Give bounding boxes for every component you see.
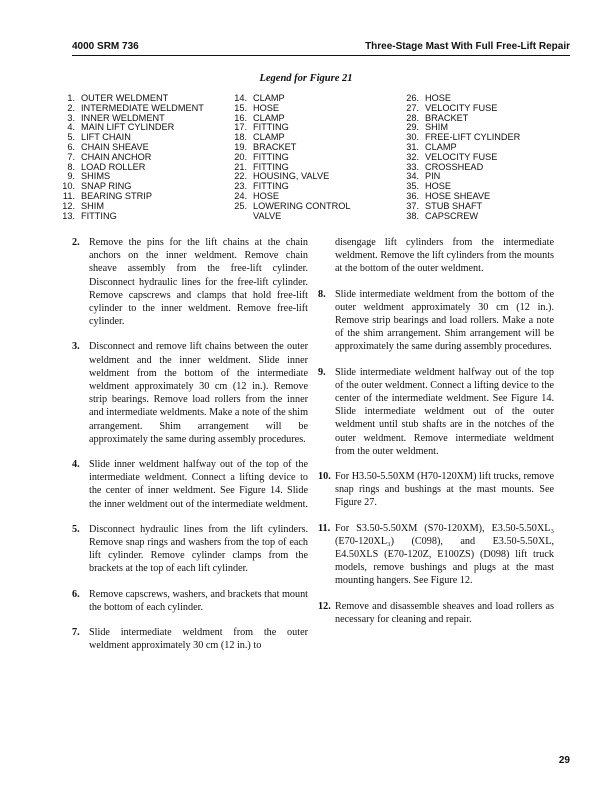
step-text: Remove capscrews, washers, and brackets that mount the bottom of each cylinder.	[89, 588, 308, 613]
step-number: 7.	[72, 627, 80, 639]
legend-item-number: 37.	[406, 200, 419, 211]
legend-item	[230, 143, 351, 153]
legend-item-number: 29.	[406, 122, 419, 133]
procedure-step	[72, 236, 308, 328]
legend-item	[58, 202, 204, 212]
legend-item-number: 6.	[67, 141, 75, 152]
legend-item-label: LOWERING CONTROL VALVE	[253, 200, 351, 221]
legend-item-label: CLAMP	[425, 141, 457, 152]
legend-item-number: 27.	[406, 102, 419, 113]
legend-item-number: 31.	[406, 141, 419, 152]
header-doc-id: 4000 SRM 736	[72, 41, 139, 52]
legend-item-number: 10.	[62, 181, 75, 192]
text-column-left	[72, 236, 308, 664]
legend-item	[230, 172, 351, 182]
legend-item-label: FITTING	[253, 161, 289, 172]
procedure-step	[72, 588, 308, 614]
legend-item	[230, 104, 351, 114]
legend-item	[58, 192, 204, 202]
legend-item-number: 1.	[67, 93, 75, 103]
legend-item-label: SHIMS	[81, 171, 111, 182]
legend-item-label: INNER WELDMENT	[81, 112, 165, 123]
legend-item-label: BRACKET	[253, 141, 297, 152]
step-7-continuation: disengage lift cylinders from the intermediate weldment. Remove the lift cylinders from the mounts at the bottom of the outer weldment.	[335, 237, 554, 275]
legend-item-number: 18.	[234, 132, 247, 143]
procedure-step	[318, 366, 554, 458]
legend-item-label: SNAP RING	[81, 181, 132, 192]
legend-item-label: HOSE	[253, 190, 280, 201]
legend-item-number: 36.	[406, 190, 419, 201]
text-column-right	[318, 236, 554, 638]
page-number: 29	[558, 755, 570, 766]
legend-item-label: VELOCITY FUSE	[425, 151, 498, 162]
step-number: 8.	[318, 288, 326, 300]
legend-item-label: HOSE SHEAVE	[425, 190, 491, 201]
procedure-step	[318, 522, 554, 588]
legend-item-number: 12.	[62, 200, 75, 211]
procedure-step	[318, 470, 554, 510]
step-text: Remove and disassemble sheaves and load rollers as necessary for cleaning and repair.	[335, 600, 554, 625]
legend-item	[230, 94, 351, 104]
legend-item-label: SHIM	[81, 200, 104, 211]
step-number: 3.	[72, 341, 80, 353]
procedure-step	[72, 458, 308, 511]
legend-item	[402, 114, 520, 124]
legend-item-label: FITTING	[81, 210, 117, 221]
legend-item-label: CAPSCREW	[425, 210, 479, 221]
legend-item-label: HOUSING, VALVE	[253, 171, 330, 182]
header-section-title: Three-Stage Mast With Full Free-Lift Repair	[365, 41, 570, 52]
step-text: Disconnect and remove lift chains between the outer weldment and the inner weldment. Slide inner weldment from the bottom of the intermediate weldment approximately 30 cm (12 in.). Remove strip bearings. Remove load rollers from the inner and intermediate weldments. Make a note of the shim arrangement. Shim arrangement will be approximately the same during assembly procedures.	[89, 341, 308, 445]
legend-item-label: CLAMP	[253, 93, 285, 103]
legend-item-number: 13.	[62, 210, 75, 221]
legend-title: Legend for Figure 21	[259, 73, 353, 84]
step-number: 12.	[318, 600, 331, 612]
step-text: Disconnect hydraulic lines from the lift cylinders. Remove snap rings and washers from the top of each lift cylinder. Remove cylinder clamps from the brackets at the top of each lift cylinder.	[89, 523, 308, 575]
legend-item	[402, 212, 520, 222]
legend-item-label: VELOCITY FUSE	[425, 102, 498, 113]
step-number: 5.	[72, 523, 80, 535]
procedure-step	[318, 600, 554, 626]
legend-item-label: HOSE	[253, 102, 280, 113]
legend-item-number: 28.	[406, 112, 419, 123]
legend-item	[402, 163, 520, 173]
step-text: Slide intermediate weldment from the bottom of the outer weldment approximately 30 cm (12 in.). Remove strip bearings and load rollers. Make a note of the shim arrangement. Shim arrangement will be approximately the same during assembly procedures.	[335, 288, 554, 353]
procedure-step	[72, 340, 308, 446]
legend-item-label: LOAD ROLLER	[81, 161, 146, 172]
legend-item-number: 16.	[234, 112, 247, 123]
step-text: Remove the pins for the lift chains at the chain anchors on the inner weldment. Remove chain sheave assembly from the free-lift cylinder. Disconnect hydraulic lines for the free-lift cylinder. Remove capscrews and clamps that hold free-lift cylinder to the inner weldment. Remove free-lift cylinder.	[89, 237, 308, 328]
header-rule	[72, 55, 570, 56]
legend-item	[230, 202, 351, 222]
step-text: Slide intermediate weldment halfway out of the top of the outer weldment. Connect a lifting device to the center of the intermediate weldment. See Figure 14. Slide intermediate weldment out of the outer weldment until stub shafts are in the notches of the outer weldment. Remove intermediate weldment from the outer weldment.	[335, 366, 554, 457]
step-number: 6.	[72, 588, 80, 600]
step-number: 4.	[72, 459, 80, 471]
legend-item-number: 38.	[406, 210, 419, 221]
legend-item-label: HOSE	[425, 181, 452, 192]
legend-item	[58, 123, 204, 133]
legend-item-label: CHAIN SHEAVE	[81, 141, 149, 152]
legend-item	[402, 172, 520, 182]
step-text: For H3.50-5.50XM (H70-120XM) lift trucks, remove snap rings and bushings at the mast mounts. See Figure 27.	[335, 471, 555, 509]
legend-item-label: PIN	[425, 171, 441, 182]
legend-item-number: 25.	[234, 200, 247, 211]
legend-item-number: 5.	[67, 132, 75, 143]
legend-item-label: CROSSHEAD	[425, 161, 484, 172]
legend-item-number: 7.	[67, 151, 75, 162]
legend-item-label: STUB SHAFT	[425, 200, 483, 211]
legend-item-label: FITTING	[253, 151, 289, 162]
legend-item-label: OUTER WELDMENT	[81, 93, 169, 103]
legend-item-number: 35.	[406, 181, 419, 192]
legend-item-number: 32.	[406, 151, 419, 162]
legend-item-label: LIFT CHAIN	[81, 132, 131, 143]
legend-item-number: 21.	[234, 161, 247, 172]
legend-item-label: HOSE	[425, 93, 452, 103]
legend-column-1	[58, 94, 204, 221]
legend-column-3	[402, 94, 520, 221]
legend-item	[230, 153, 351, 163]
legend-item-number: 22.	[234, 171, 247, 182]
legend-item-number: 20.	[234, 151, 247, 162]
legend-item	[230, 114, 351, 124]
legend-item-number: 30.	[406, 132, 419, 143]
legend-item-number: 17.	[234, 122, 247, 133]
procedure-step	[318, 288, 554, 354]
legend-item-label: SHIM	[425, 122, 448, 133]
legend-item-number: 26.	[406, 93, 419, 103]
legend-item-label: FREE-LIFT CYLINDER	[425, 132, 521, 143]
legend-item-label: FITTING	[253, 122, 289, 133]
legend-item	[402, 133, 520, 143]
legend-item-label: MAIN LIFT CYLINDER	[81, 122, 175, 133]
procedure-step	[72, 523, 308, 576]
legend-column-2	[230, 94, 351, 221]
legend-item-label: BEARING STRIP	[81, 190, 152, 201]
step-text: Slide intermediate weldment from the outer weldment approximately 30 cm (12 in.) to	[89, 627, 308, 652]
legend-item-number: 19.	[234, 141, 247, 152]
legend-item-number: 2.	[67, 102, 75, 113]
legend-item-label: CHAIN ANCHOR	[81, 151, 152, 162]
legend-item-number: 9.	[67, 171, 75, 182]
legend-item-number: 23.	[234, 181, 247, 192]
legend-item-number: 4.	[67, 122, 75, 133]
step-number: 9.	[318, 366, 326, 378]
legend-item	[58, 212, 204, 222]
legend-item-number: 11.	[62, 190, 75, 201]
legend-item-label: INTERMEDIATE WELDMENT	[81, 102, 204, 113]
legend-item	[58, 163, 204, 173]
legend-item-label: FITTING	[253, 181, 289, 192]
legend-item-number: 8.	[67, 161, 75, 172]
legend-item	[230, 123, 351, 133]
legend-item-label: BRACKET	[425, 112, 469, 123]
procedure-step	[72, 626, 308, 652]
legend-item	[230, 182, 351, 192]
legend-item-number: 15.	[234, 102, 247, 113]
legend-item-number: 33.	[406, 161, 419, 172]
legend-item-label: CLAMP	[253, 112, 285, 123]
step-number: 10.	[318, 471, 331, 483]
step-text: For S3.50-5.50XM (S70-120XM), E3.50-5.50XL₃ (E70-120XL₃) (C098), and E3.50-5.50XL, E4.50XLS (E70-120Z, E100ZS) (D098) lift truck models, remove bushings and plugs at the mast mounting hangers. See Figure 12.	[335, 522, 554, 587]
step-number: 11.	[318, 522, 331, 534]
legend-item-number: 14.	[234, 93, 247, 103]
legend-item-number: 34.	[406, 171, 419, 182]
legend-item-label: CLAMP	[253, 132, 285, 143]
step-text: Slide inner weldment halfway out of the top of the intermediate weldment. Connect a lifting device to the center of inner weldment. See Figure 14. Slide the inner weldment out of the intermediate weldment.	[89, 459, 308, 510]
legend-item-number: 3.	[67, 112, 75, 123]
step-number: 2.	[72, 237, 80, 248]
legend-item-number: 24.	[234, 190, 247, 201]
